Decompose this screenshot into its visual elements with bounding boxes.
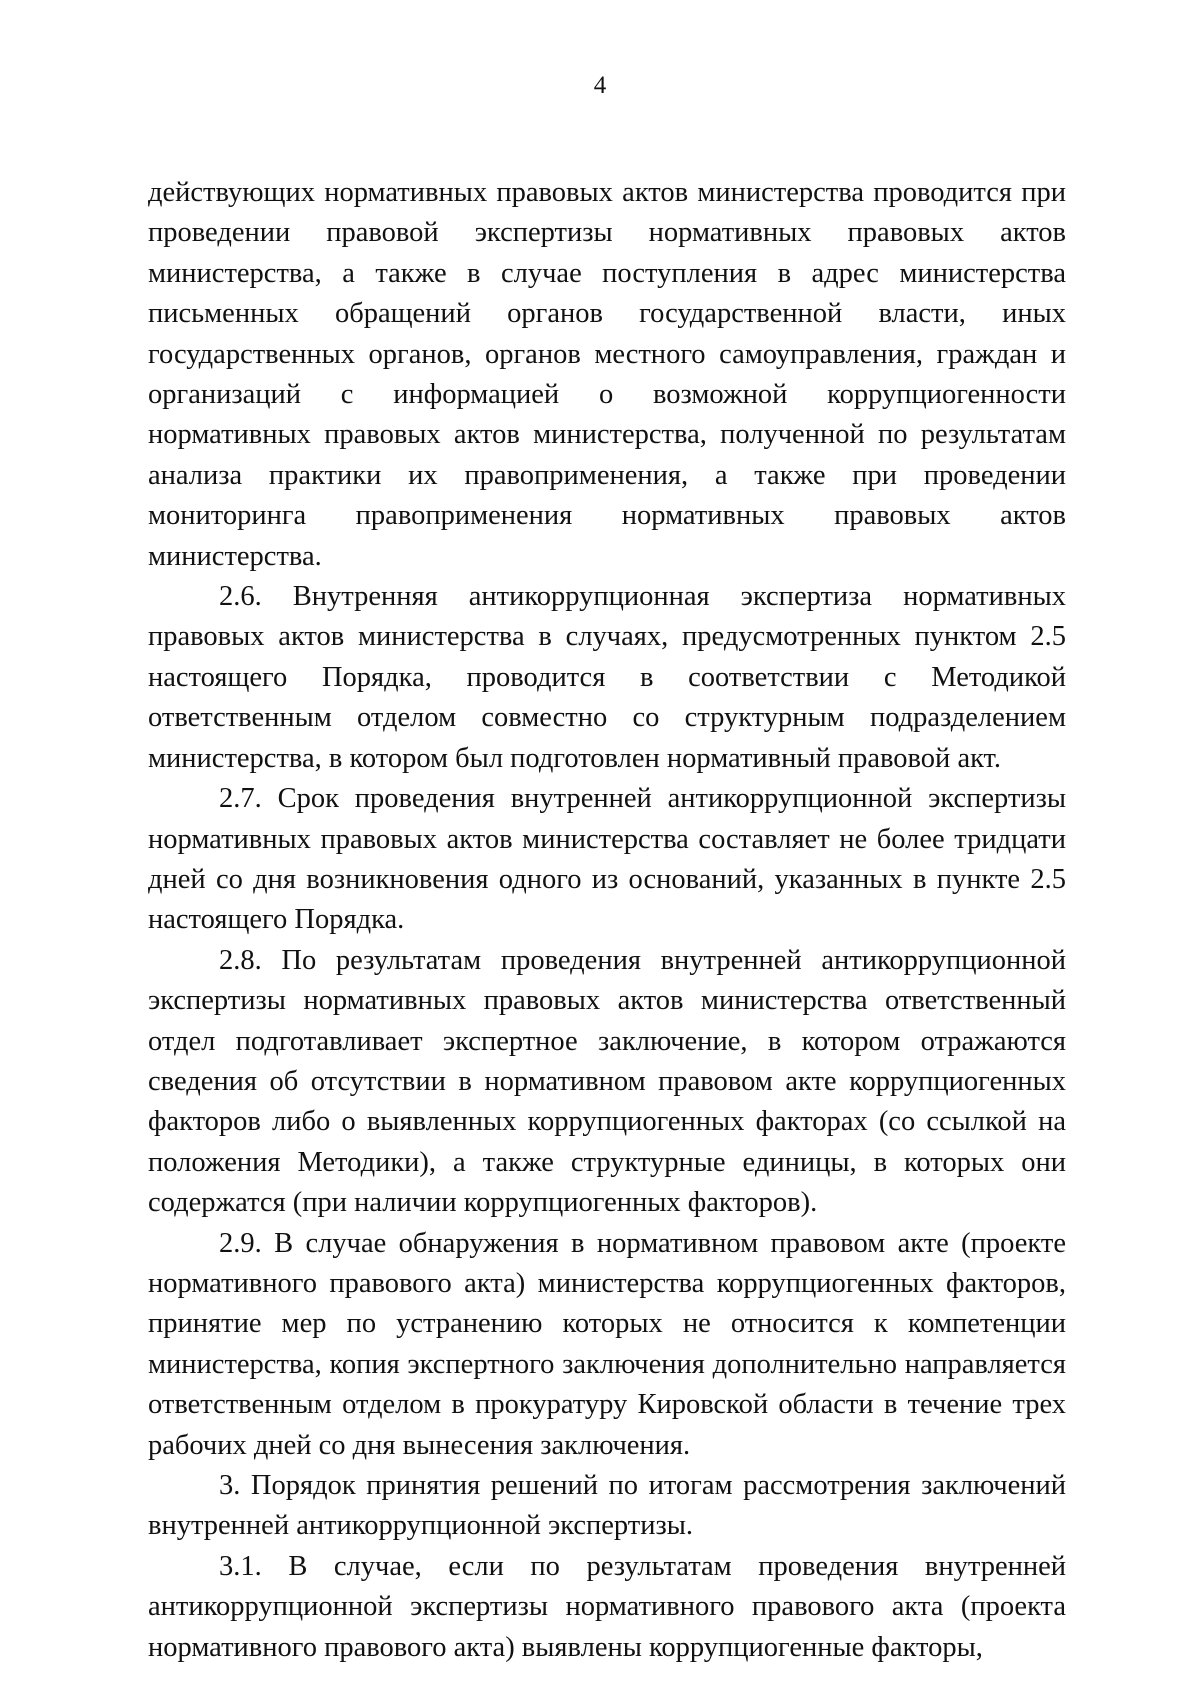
paragraph-continuation: действующих нормативных правовых актов министерства проводится при проведении правовой экспертизы нормативных правовых актов министерства, а также в случае поступления в адрес министерства письменных обращений органов государственной власти, иных государственных органов, органов местного самоуправления, граждан и организаций с информацией о возможной коррупциогенности нормативных правовых актов министерства, полученной по результатам анализа практики их правоприменения, а также при проведении мониторинга правоприменения нормативных правовых актов министерства. — [148, 177, 1066, 572]
page-number: 4 — [593, 72, 607, 99]
paragraph-2-7: 2.7. Срок проведения внутренней антикоррупционной экспертизы нормативных правовых актов министерства составляет не более тридцати дней со дня возникновения одного из оснований, указанных в пункте 2.5 настоящего Порядка. — [148, 783, 1066, 936]
section-3-heading: 3. Порядок принятия решений по итогам рассмотрения заключений внутренней антикоррупционной экспертизы. — [148, 1470, 1066, 1542]
paragraph-2-9: 2.9. В случае обнаружения в нормативном правовом акте (проекте нормативного правового акта) министерства коррупциогенных факторов, принятие мер по устранению которых не относится к компетенции министерства, копия экспертного заключения дополнительно направляется ответственным отделом в прокуратуру Кировской области в течение трех рабочих дней со дня вынесения заключения. — [148, 1227, 1066, 1461]
paragraph-2-6: 2.6. Внутренняя антикоррупционная экспертиза нормативных правовых актов министерства в случаях, предусмотренных пунктом 2.5 настоящего Порядка, проводится в соответствии с Методикой ответственным отделом совместно со структурным подразделением министерства, в котором был подготовлен нормативный правовой акт. — [148, 581, 1066, 774]
paragraph-2-8: 2.8. По результатам проведения внутренней антикоррупционной экспертизы нормативных правовых актов министерства ответственный отдел подготавливает экспертное заключение, в котором отражаются сведения об отсутствии в нормативном правовом акте коррупциогенных факторов либо о выявленных коррупциогенных факторах (со ссылкой на положения Методики), а также структурные единицы, в которых они содержатся (при наличии коррупциогенных факторов). — [148, 944, 1066, 1219]
document-body — [148, 173, 1066, 1668]
paragraph-3-1: 3.1. В случае, если по результатам проведения внутренней антикоррупционной экспертизы нормативного правового акта (проекта нормативного правового акта) выявлены коррупциогенные факторы, — [148, 1550, 1066, 1663]
